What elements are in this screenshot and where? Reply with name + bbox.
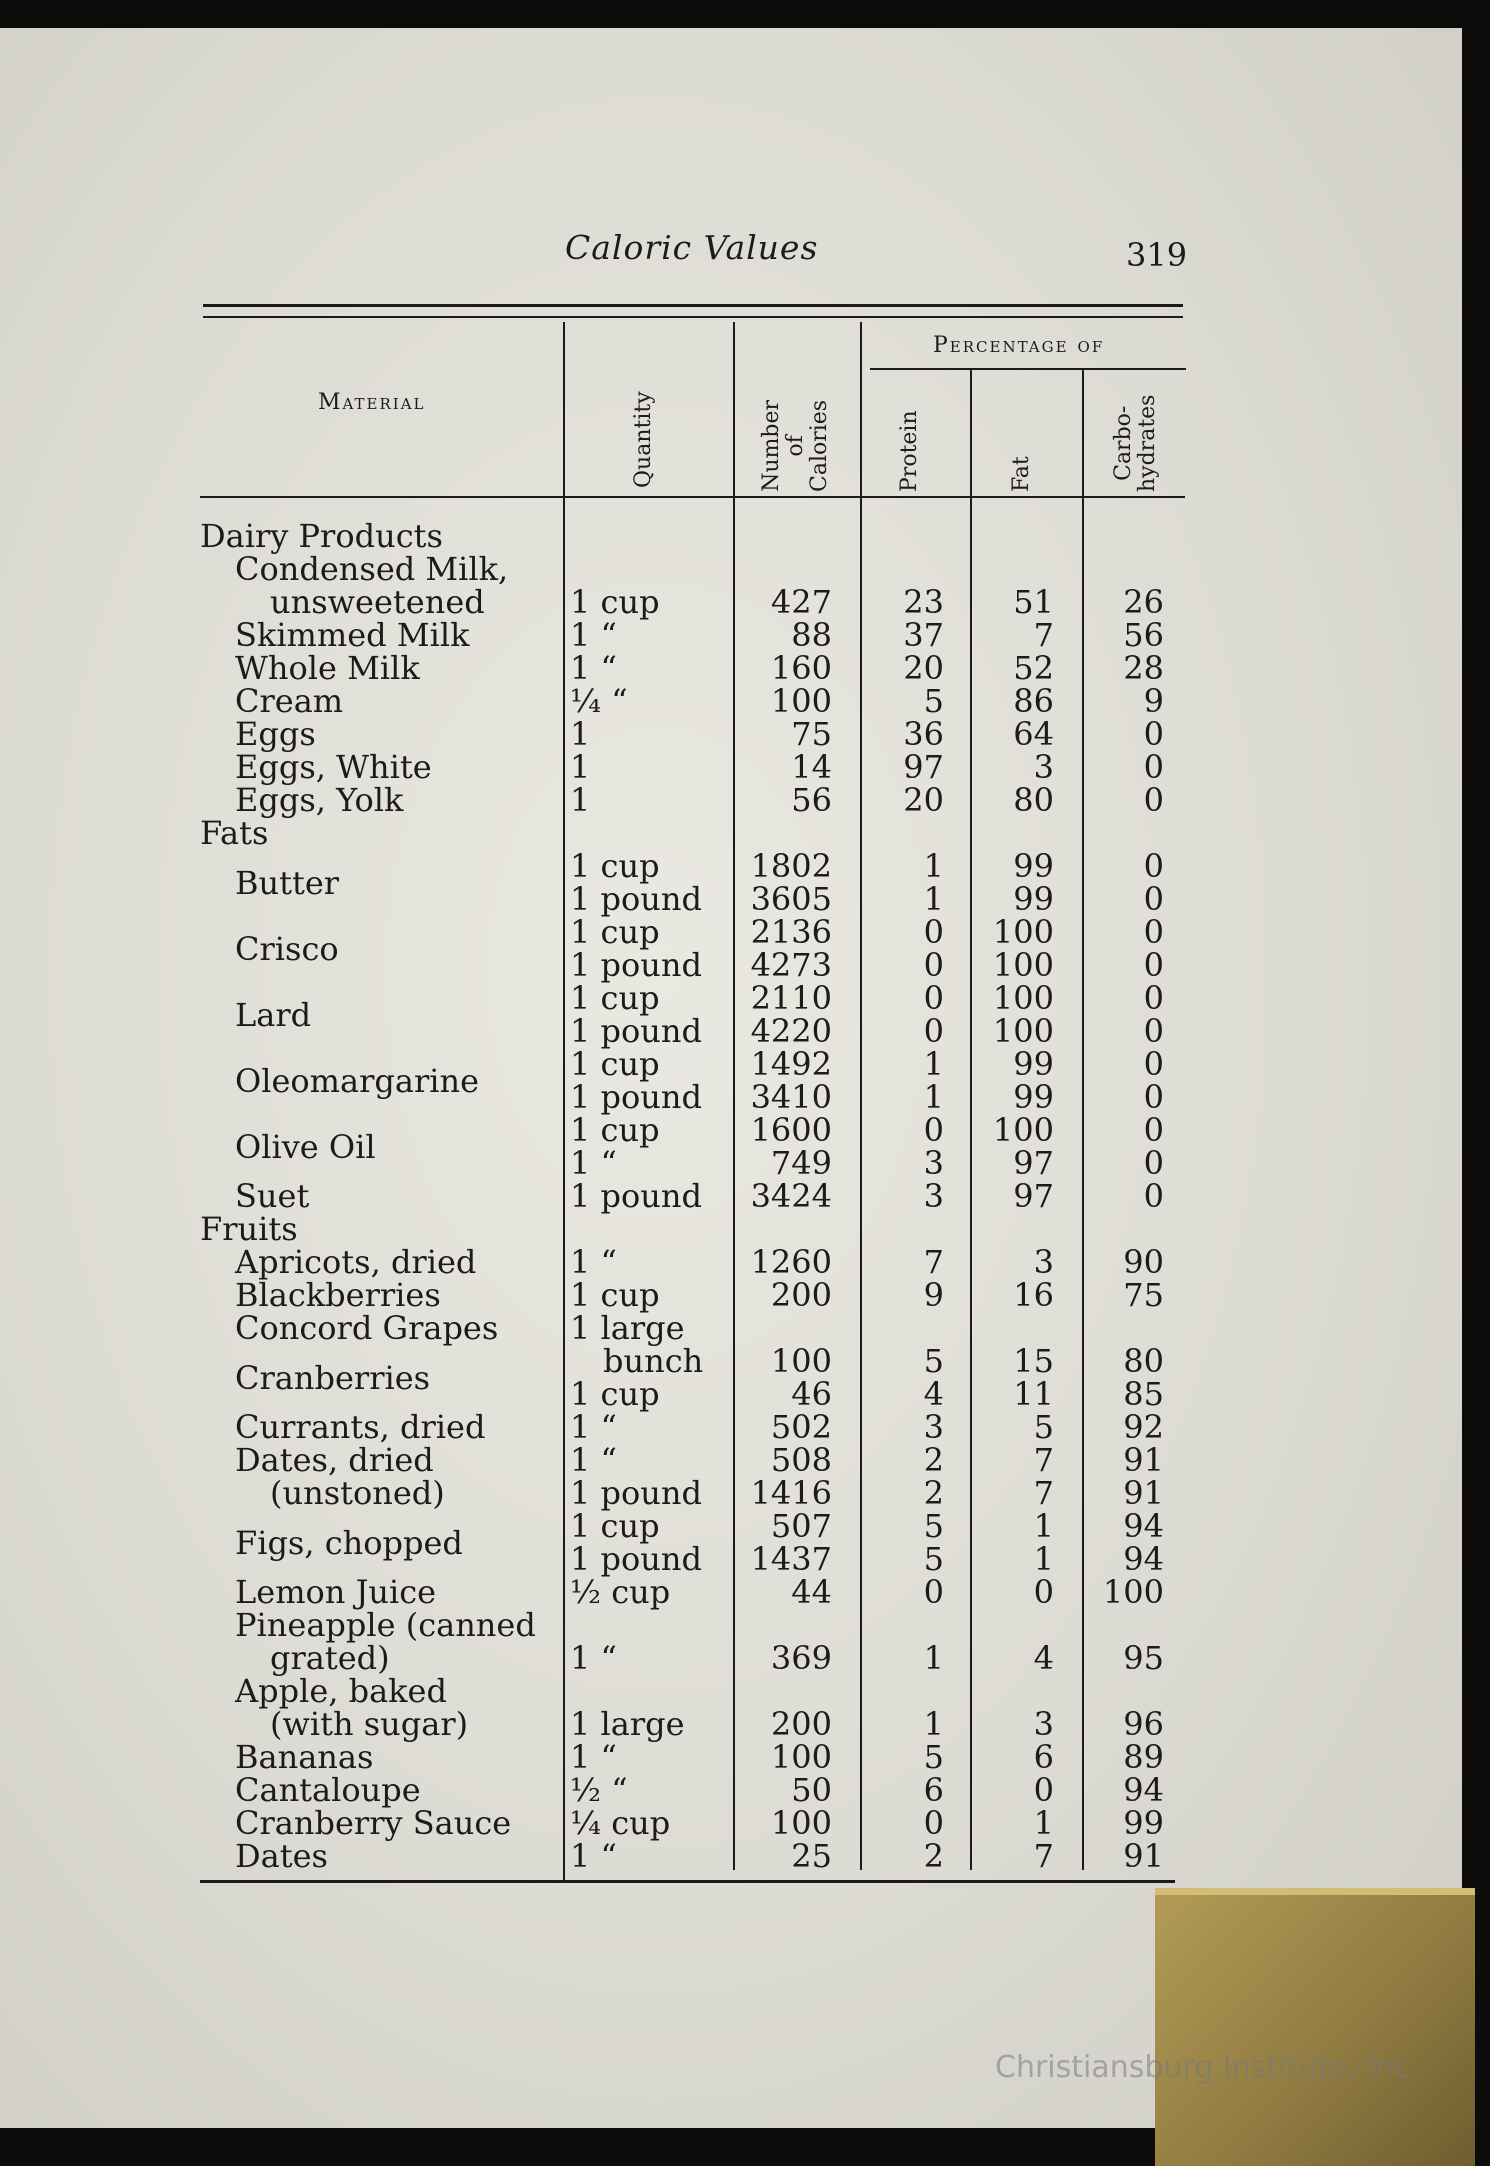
quantity-cell: bunch — [603, 1342, 704, 1380]
carbohydrates-cell: 26 — [1123, 583, 1164, 621]
calories-cell: 427 — [770, 583, 832, 621]
calories-cell: 1492 — [750, 1045, 832, 1083]
material-name: Dates — [235, 1837, 328, 1875]
carbohydrates-cell: 0 — [1143, 1177, 1164, 1215]
quantity-cell: 1 — [570, 781, 591, 819]
carbohydrates-cell: 0 — [1143, 946, 1164, 984]
quantity-cell: 1 “ — [570, 1441, 617, 1479]
carbohydrates-cell: 0 — [1143, 781, 1164, 819]
quantity-cell: 1 pound — [570, 946, 702, 984]
fat-cell: 7 — [1033, 1837, 1054, 1875]
quantity-cell: 1 “ — [570, 1738, 617, 1776]
fat-cell: 1 — [1033, 1804, 1054, 1842]
material-name: Condensed Milk, — [235, 550, 509, 588]
material-name: Bananas — [235, 1738, 374, 1776]
calories-cell: 1437 — [750, 1540, 832, 1578]
fat-cell: 7 — [1033, 1474, 1054, 1512]
protein-cell: 5 — [923, 1342, 944, 1380]
calories-cell: 100 — [770, 1738, 832, 1776]
fat-cell: 99 — [1013, 1045, 1054, 1083]
carbohydrates-column-header: Carbo- hydrates — [1111, 394, 1160, 492]
quantity-cell: ¼ “ — [570, 682, 628, 720]
material-name: Dates, dried — [235, 1441, 434, 1479]
fat-cell: 3 — [1033, 748, 1054, 786]
calories-cell: 507 — [770, 1507, 832, 1545]
carbohydrates-cell: 91 — [1123, 1837, 1164, 1875]
carbohydrates-cell: 28 — [1123, 649, 1164, 687]
carbohydrates-cell: 100 — [1102, 1573, 1164, 1611]
protein-cell: 3 — [923, 1144, 944, 1182]
fat-cell: 97 — [1013, 1177, 1054, 1215]
carbohydrates-cell: 90 — [1123, 1243, 1164, 1281]
top-rule-thin — [203, 316, 1183, 318]
quantity-column-header: Quantity — [631, 391, 656, 488]
quantity-cell: 1 “ — [570, 616, 617, 654]
protein-cell: 1 — [923, 880, 944, 918]
protein-cell: 9 — [923, 1276, 944, 1314]
carbohydrates-cell: 0 — [1143, 1111, 1164, 1149]
quantity-cell: 1 cup — [570, 979, 660, 1017]
carbohydrates-cell: 0 — [1143, 880, 1164, 918]
carbohydrates-cell: 85 — [1123, 1375, 1164, 1413]
column-line-quantity — [563, 322, 565, 1880]
protein-cell: 3 — [923, 1408, 944, 1446]
protein-cell: 2 — [923, 1837, 944, 1875]
material-name: Cranberries — [235, 1359, 431, 1397]
material-name: Lemon Juice — [235, 1573, 437, 1611]
fat-cell: 80 — [1013, 781, 1054, 819]
carbohydrates-cell: 94 — [1123, 1507, 1164, 1545]
carbohydrates-cell: 0 — [1143, 979, 1164, 1017]
material-name: (unstoned) — [270, 1474, 445, 1512]
carbohydrates-cell: 99 — [1123, 1804, 1164, 1842]
section-heading: Fats — [200, 814, 269, 852]
material-name: Suet — [235, 1177, 310, 1215]
carbohydrates-cell: 80 — [1123, 1342, 1164, 1380]
page-title: Caloric Values — [565, 228, 819, 267]
material-name: Lard — [235, 996, 312, 1034]
calories-column-header: Number of Calories — [759, 399, 832, 492]
carbohydrates-cell: 0 — [1143, 748, 1164, 786]
calories-cell: 44 — [791, 1573, 832, 1611]
material-name: Apricots, dried — [235, 1243, 477, 1281]
calories-cell: 2136 — [750, 913, 832, 951]
protein-cell: 0 — [923, 946, 944, 984]
section-heading: Dairy Products — [200, 517, 443, 555]
material-name: Eggs, Yolk — [235, 781, 404, 819]
fat-cell: 16 — [1013, 1276, 1054, 1314]
protein-cell: 1 — [923, 1639, 944, 1677]
quantity-cell: 1 pound — [570, 1012, 702, 1050]
fat-cell: 7 — [1033, 616, 1054, 654]
calories-cell: 4220 — [750, 1012, 832, 1050]
protein-cell: 0 — [923, 1012, 944, 1050]
carbohydrates-cell: 0 — [1143, 913, 1164, 951]
material-name: Oleomargarine — [235, 1062, 480, 1100]
material-name: Apple, baked — [235, 1672, 447, 1710]
carbohydrates-cell: 92 — [1123, 1408, 1164, 1446]
material-name: Cranberry Sauce — [235, 1804, 512, 1842]
calories-cell: 4273 — [750, 946, 832, 984]
calories-cell: 1260 — [750, 1243, 832, 1281]
protein-cell: 6 — [923, 1771, 944, 1809]
material-name: Cantaloupe — [235, 1771, 421, 1809]
material-name: Blackberries — [235, 1276, 441, 1314]
fat-cell: 64 — [1013, 715, 1054, 753]
protein-cell: 37 — [903, 616, 944, 654]
material-name: Concord Grapes — [235, 1309, 499, 1347]
protein-cell: 20 — [903, 781, 944, 819]
material-name: Skimmed Milk — [235, 616, 470, 654]
fat-cell: 99 — [1013, 1078, 1054, 1116]
protein-cell: 0 — [923, 1573, 944, 1611]
calories-cell: 100 — [770, 1342, 832, 1380]
carbohydrates-cell: 9 — [1143, 682, 1164, 720]
calories-cell: 749 — [770, 1144, 832, 1182]
carbohydrates-cell: 94 — [1123, 1540, 1164, 1578]
material-name: Pineapple (canned — [235, 1606, 536, 1644]
calories-cell: 1416 — [750, 1474, 832, 1512]
carbohydrates-cell: 94 — [1123, 1771, 1164, 1809]
material-name: Crisco — [235, 930, 339, 968]
fat-cell: 1 — [1033, 1540, 1054, 1578]
protein-cell: 5 — [923, 1507, 944, 1545]
calories-cell: 160 — [770, 649, 832, 687]
percentage-group-header: Percentage of — [933, 333, 1105, 358]
protein-cell: 1 — [923, 1045, 944, 1083]
calories-cell: 3605 — [750, 880, 832, 918]
quantity-cell: 1 cup — [570, 1045, 660, 1083]
quantity-cell: 1 pound — [570, 1177, 702, 1215]
calories-cell: 1802 — [750, 847, 832, 885]
calories-cell: 46 — [791, 1375, 832, 1413]
quantity-cell: 1 “ — [570, 1837, 617, 1875]
material-name: Cream — [235, 682, 344, 720]
quantity-cell: 1 cup — [570, 1111, 660, 1149]
quantity-cell: 1 “ — [570, 1243, 617, 1281]
protein-cell: 4 — [923, 1375, 944, 1413]
calories-cell: 25 — [791, 1837, 832, 1875]
fat-cell: 15 — [1013, 1342, 1054, 1380]
carbohydrates-cell: 0 — [1143, 1045, 1164, 1083]
calories-cell: 200 — [770, 1705, 832, 1743]
fat-column-header: Fat — [1009, 456, 1034, 492]
carbohydrates-cell: 75 — [1123, 1276, 1164, 1314]
material-name: Figs, chopped — [235, 1524, 463, 1562]
fat-cell: 99 — [1013, 880, 1054, 918]
calories-cell: 3424 — [750, 1177, 832, 1215]
quantity-cell: 1 “ — [570, 1408, 617, 1446]
watermark: Christiansburg Institute, Inc — [995, 2050, 1411, 2085]
top-rule-thick — [203, 304, 1183, 307]
calories-cell: 56 — [791, 781, 832, 819]
quantity-cell: 1 — [570, 715, 591, 753]
protein-cell: 0 — [923, 913, 944, 951]
fat-cell: 97 — [1013, 1144, 1054, 1182]
protein-cell: 5 — [923, 682, 944, 720]
protein-cell: 97 — [903, 748, 944, 786]
carbohydrates-cell: 0 — [1143, 1078, 1164, 1116]
column-line-fat — [970, 370, 972, 1870]
fat-cell: 0 — [1033, 1573, 1054, 1611]
calories-cell: 508 — [770, 1441, 832, 1479]
protein-cell: 0 — [923, 1111, 944, 1149]
calories-cell: 502 — [770, 1408, 832, 1446]
fat-cell: 5 — [1033, 1408, 1054, 1446]
fat-cell: 100 — [992, 1012, 1054, 1050]
quantity-cell: 1 pound — [570, 1474, 702, 1512]
material-name: Currants, dried — [235, 1408, 486, 1446]
calories-cell: 3410 — [750, 1078, 832, 1116]
protein-cell: 0 — [923, 1804, 944, 1842]
protein-cell: 7 — [923, 1243, 944, 1281]
material-name: grated) — [270, 1639, 390, 1677]
protein-cell: 0 — [923, 979, 944, 1017]
quantity-cell: 1 pound — [570, 880, 702, 918]
bottom-rule — [200, 1880, 1175, 1883]
fat-cell: 3 — [1033, 1705, 1054, 1743]
fat-cell: 100 — [992, 913, 1054, 951]
material-name: Olive Oil — [235, 1128, 376, 1166]
protein-cell: 5 — [923, 1540, 944, 1578]
material-name: Whole Milk — [235, 649, 420, 687]
protein-column-header: Protein — [897, 410, 922, 492]
fat-cell: 11 — [1013, 1375, 1054, 1413]
protein-cell: 1 — [923, 1078, 944, 1116]
header-bottom-rule — [200, 496, 1185, 498]
carbohydrates-cell: 0 — [1143, 715, 1164, 753]
gold-object — [1155, 1895, 1475, 2166]
protein-cell: 2 — [923, 1474, 944, 1512]
carbohydrates-cell: 89 — [1123, 1738, 1164, 1776]
quantity-cell: 1 large — [570, 1705, 685, 1743]
quantity-cell: 1 pound — [570, 1078, 702, 1116]
percentage-group-rule — [870, 368, 1186, 370]
carbohydrates-cell: 0 — [1143, 1012, 1164, 1050]
protein-cell: 1 — [923, 1705, 944, 1743]
quantity-cell: 1 — [570, 748, 591, 786]
quantity-cell: 1 cup — [570, 583, 660, 621]
quantity-cell: 1 pound — [570, 1540, 702, 1578]
calories-cell: 14 — [791, 748, 832, 786]
carbohydrates-cell: 0 — [1143, 1144, 1164, 1182]
fat-cell: 4 — [1033, 1639, 1054, 1677]
quantity-cell: 1 “ — [570, 649, 617, 687]
material-name: (with sugar) — [270, 1705, 469, 1743]
carbohydrates-cell: 96 — [1123, 1705, 1164, 1743]
fat-cell: 6 — [1033, 1738, 1054, 1776]
carbohydrates-cell: 56 — [1123, 616, 1164, 654]
fat-cell: 100 — [992, 979, 1054, 1017]
page-number: 319 — [1126, 236, 1188, 274]
quantity-cell: 1 cup — [570, 847, 660, 885]
protein-cell: 20 — [903, 649, 944, 687]
fat-cell: 1 — [1033, 1507, 1054, 1545]
fat-cell: 100 — [992, 946, 1054, 984]
fat-cell: 3 — [1033, 1243, 1054, 1281]
protein-cell: 1 — [923, 847, 944, 885]
calories-cell: 369 — [770, 1639, 832, 1677]
material-name: Eggs, White — [235, 748, 432, 786]
fat-cell: 100 — [992, 1111, 1054, 1149]
fat-cell: 86 — [1013, 682, 1054, 720]
calories-cell: 75 — [791, 715, 832, 753]
protein-cell: 2 — [923, 1441, 944, 1479]
quantity-cell: 1 cup — [570, 1276, 660, 1314]
calories-cell: 200 — [770, 1276, 832, 1314]
column-line-protein — [860, 322, 862, 1870]
calories-cell: 2110 — [750, 979, 832, 1017]
fat-cell: 99 — [1013, 847, 1054, 885]
protein-cell: 5 — [923, 1738, 944, 1776]
material-name: Eggs — [235, 715, 316, 753]
calories-cell: 100 — [770, 682, 832, 720]
carbohydrates-cell: 91 — [1123, 1441, 1164, 1479]
calories-cell: 100 — [770, 1804, 832, 1842]
carbohydrates-cell: 95 — [1123, 1639, 1164, 1677]
quantity-cell: ½ “ — [570, 1771, 628, 1809]
quantity-cell: 1 large — [570, 1309, 685, 1347]
material-column-header: Material — [318, 390, 426, 415]
quantity-cell: ½ cup — [570, 1573, 671, 1611]
carbohydrates-cell: 91 — [1123, 1474, 1164, 1512]
fat-cell: 7 — [1033, 1441, 1054, 1479]
fat-cell: 52 — [1013, 649, 1054, 687]
calories-cell: 88 — [791, 616, 832, 654]
section-heading: Fruits — [200, 1210, 298, 1248]
material-name: unsweetened — [270, 583, 485, 621]
quantity-cell: 1 “ — [570, 1639, 617, 1677]
fat-cell: 0 — [1033, 1771, 1054, 1809]
quantity-cell: 1 cup — [570, 1375, 660, 1413]
quantity-cell: 1 cup — [570, 913, 660, 951]
calories-cell: 1600 — [750, 1111, 832, 1149]
material-name: Butter — [235, 864, 340, 902]
quantity-cell: ¼ cup — [570, 1804, 671, 1842]
quantity-cell: 1 “ — [570, 1144, 617, 1182]
calories-cell: 50 — [791, 1771, 832, 1809]
protein-cell: 36 — [903, 715, 944, 753]
protein-cell: 3 — [923, 1177, 944, 1215]
fat-cell: 51 — [1013, 583, 1054, 621]
protein-cell: 23 — [903, 583, 944, 621]
carbohydrates-cell: 0 — [1143, 847, 1164, 885]
quantity-cell: 1 cup — [570, 1507, 660, 1545]
